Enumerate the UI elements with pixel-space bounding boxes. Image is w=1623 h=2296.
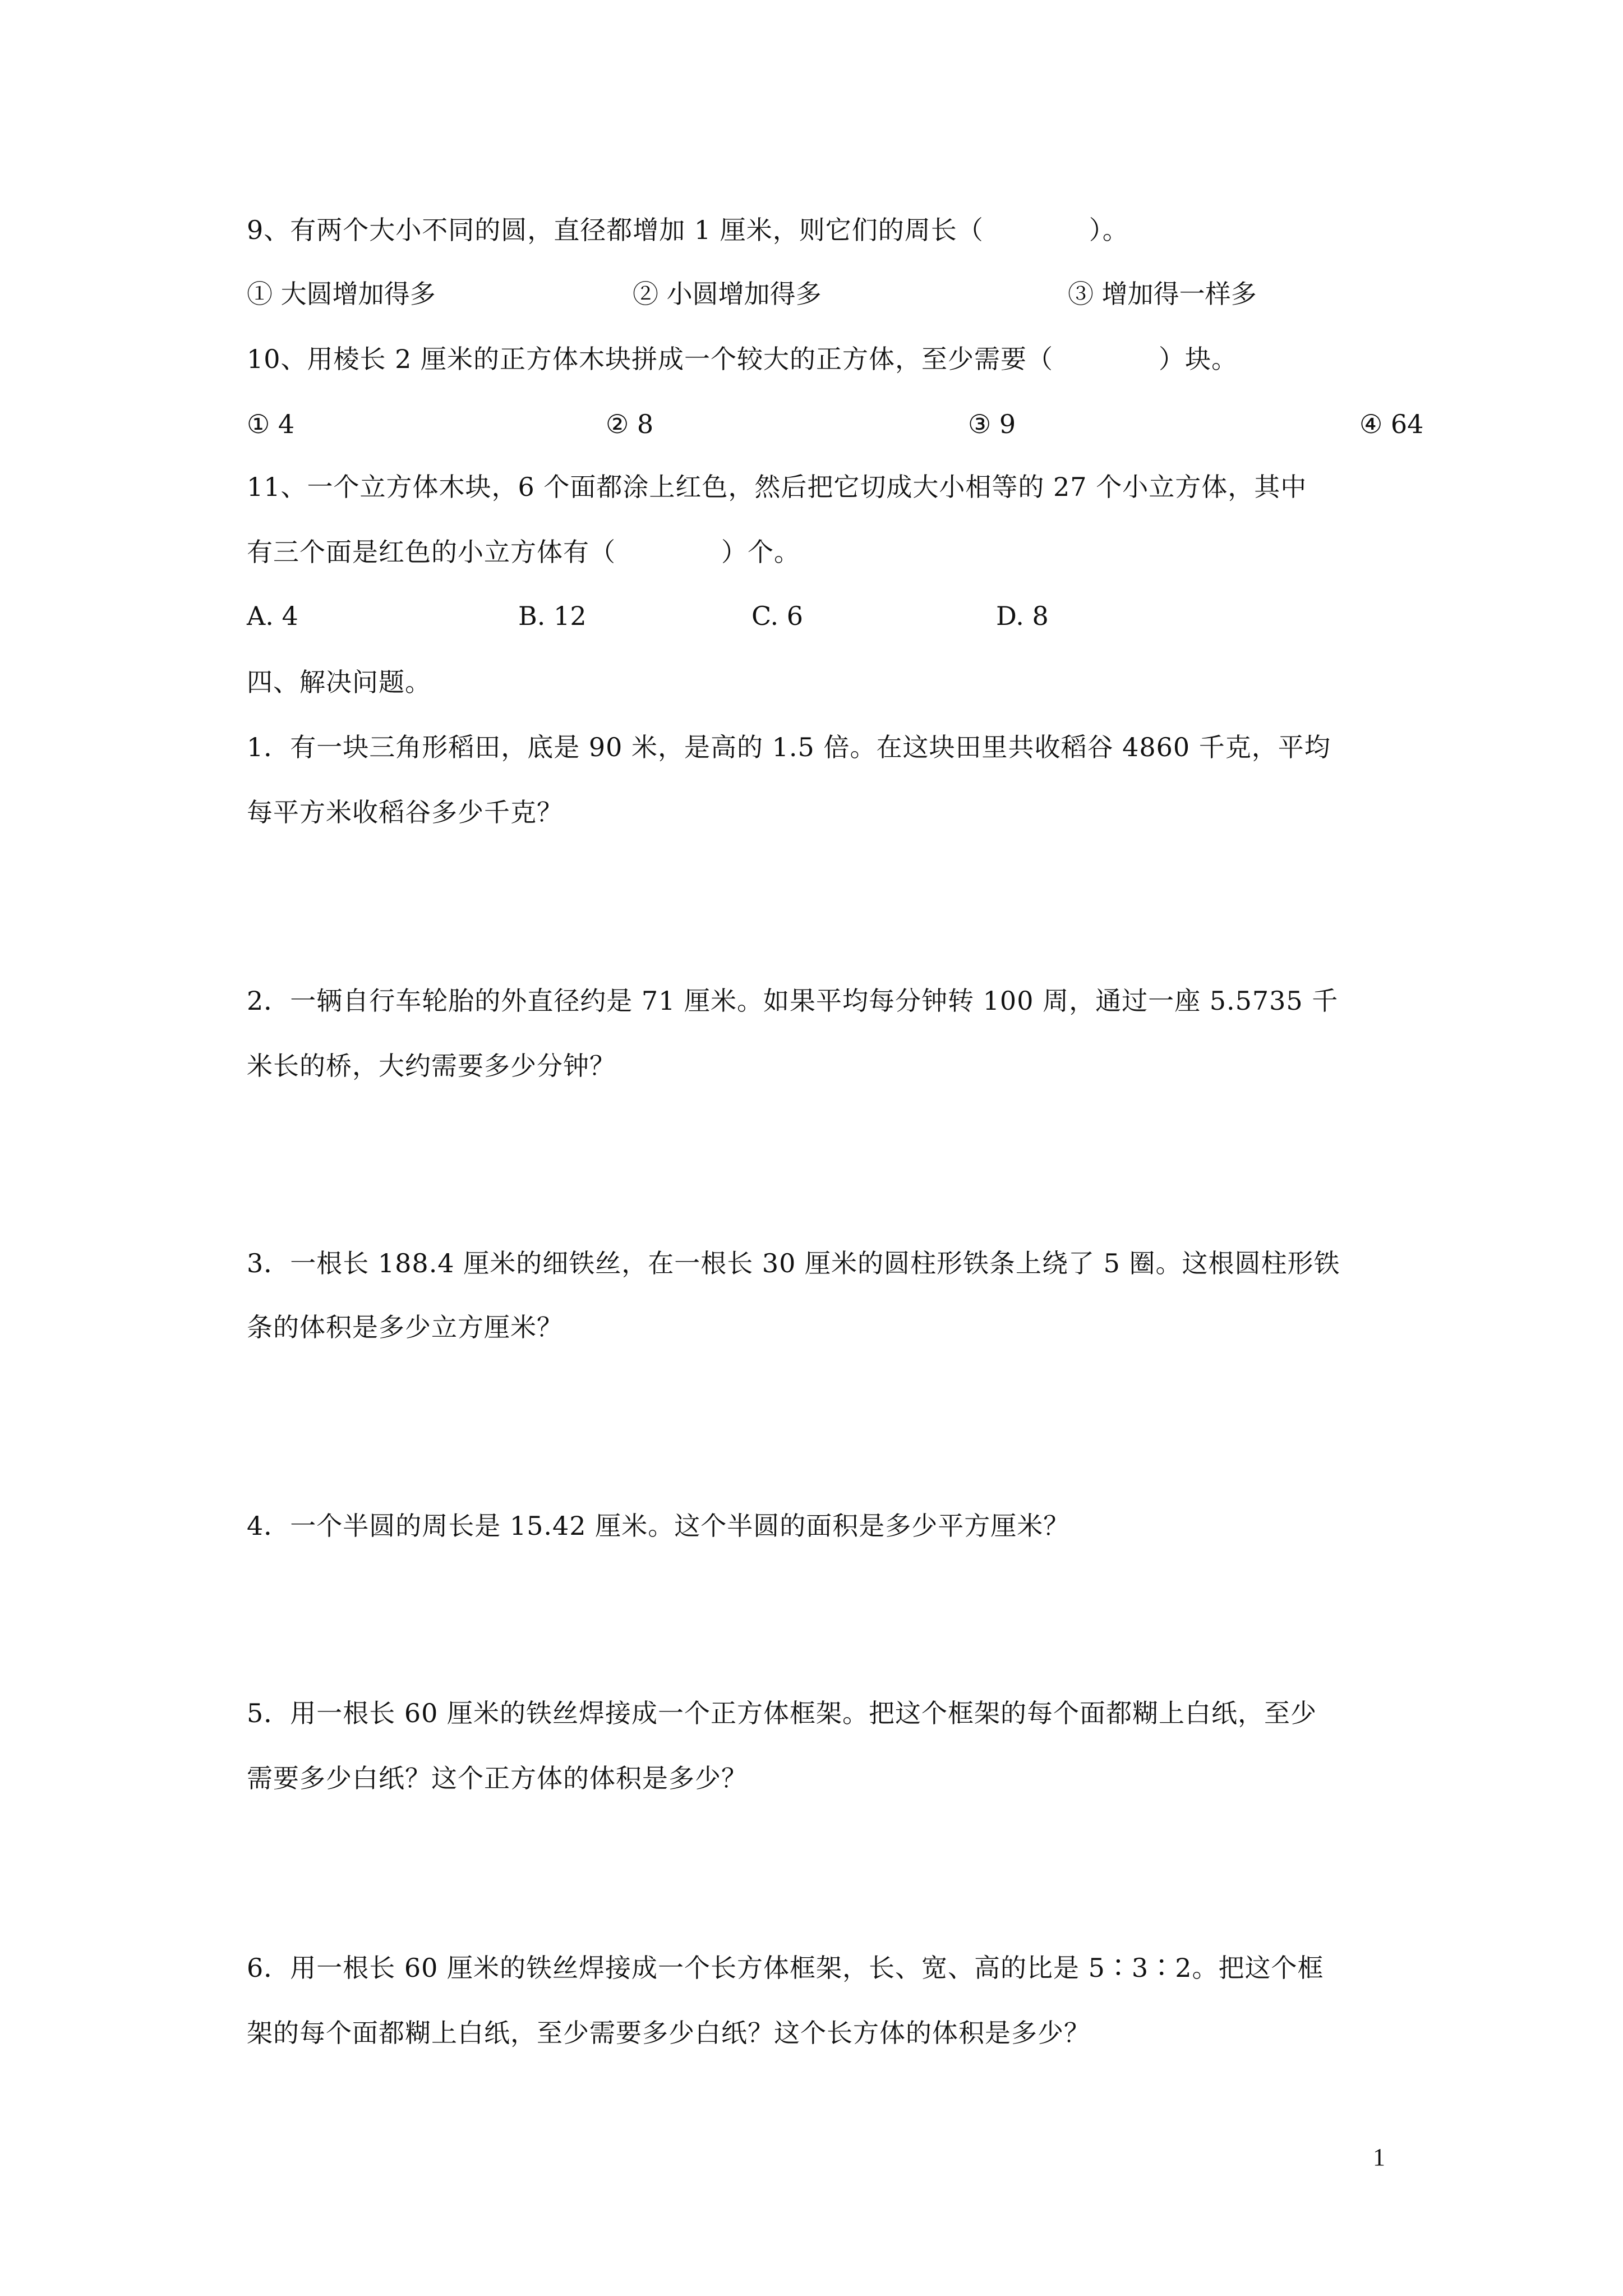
question-11-stem-line-2: 有三个面是红色的小立方体有（ ）个。 xyxy=(247,537,800,567)
problem-2-line-2: 米长的桥，大约需要多少分钟？ xyxy=(247,1051,616,1081)
question-10-option-3: ③ 9 xyxy=(968,409,1016,439)
problem-3-line-2: 条的体积是多少立方厘米？ xyxy=(247,1312,563,1342)
problem-6-line-2: 架的每个面都糊上白纸，至少需要多少白纸？这个长方体的体积是多少？ xyxy=(247,2018,1090,2048)
section-title: 四、解决问题。 xyxy=(247,667,431,697)
question-10-option-2: ② 8 xyxy=(606,409,654,439)
problem-5-line-2: 需要多少白纸？这个正方体的体积是多少？ xyxy=(247,1763,748,1793)
problem-6-line-1: 6．用一根长 60 厘米的铁丝焊接成一个长方体框架，长、宽、高的比是 5∶3∶2。把这个框 xyxy=(247,1953,1324,1983)
question-11-option-c: C. 6 xyxy=(751,601,804,631)
question-11-option-a: A. 4 xyxy=(247,601,298,631)
problem-4-line-1: 4．一个半圆的周长是 15.42 厘米。这个半圆的面积是多少平方厘米？ xyxy=(247,1511,1070,1541)
page-number: 1 xyxy=(1373,2143,1385,2171)
question-10-stem: 10、用棱长 2 厘米的正方体木块拼成一个较大的正方体，至少需要（ ）块。 xyxy=(247,344,1238,374)
question-9-stem: 9、有两个大小不同的圆，直径都增加 1 厘米，则它们的周长（ ）。 xyxy=(247,215,1129,245)
problem-1-line-2: 每平方米收稻谷多少千克？ xyxy=(247,797,563,827)
question-9-option-3: ③ 增加得一样多 xyxy=(1068,279,1257,309)
problem-5-line-1: 5．用一根长 60 厘米的铁丝焊接成一个正方体框架。把这个框架的每个面都糊上白纸，至少 xyxy=(247,1698,1317,1728)
question-9-option-2: ② 小圆增加得多 xyxy=(633,279,822,309)
question-11-option-d: D. 8 xyxy=(996,601,1049,631)
problem-1-line-1: 1．有一块三角形稻田，底是 90 米，是高的 1.5 倍。在这块田里共收稻谷 4860 千克，平均 xyxy=(247,732,1331,762)
question-10-option-4: ④ 64 xyxy=(1359,409,1424,439)
question-9-option-1: ① 大圆增加得多 xyxy=(247,279,436,309)
problem-2-line-1: 2．一辆自行车轮胎的外直径约是 71 厘米。如果平均每分钟转 100 周，通过一座 5.5735 千 xyxy=(247,986,1339,1016)
question-10-option-1: ① 4 xyxy=(247,409,295,439)
question-11-option-b: B. 12 xyxy=(518,601,587,631)
question-11-stem-line-1: 11、一个立方体木块，6 个面都涂上红色，然后把它切成大小相等的 27 个小立方体，其中 xyxy=(247,472,1307,502)
problem-3-line-1: 3．一根长 188.4 厘米的细铁丝，在一根长 30 厘米的圆柱形铁条上绕了 5 圈。这根圆柱形铁 xyxy=(247,1248,1340,1278)
